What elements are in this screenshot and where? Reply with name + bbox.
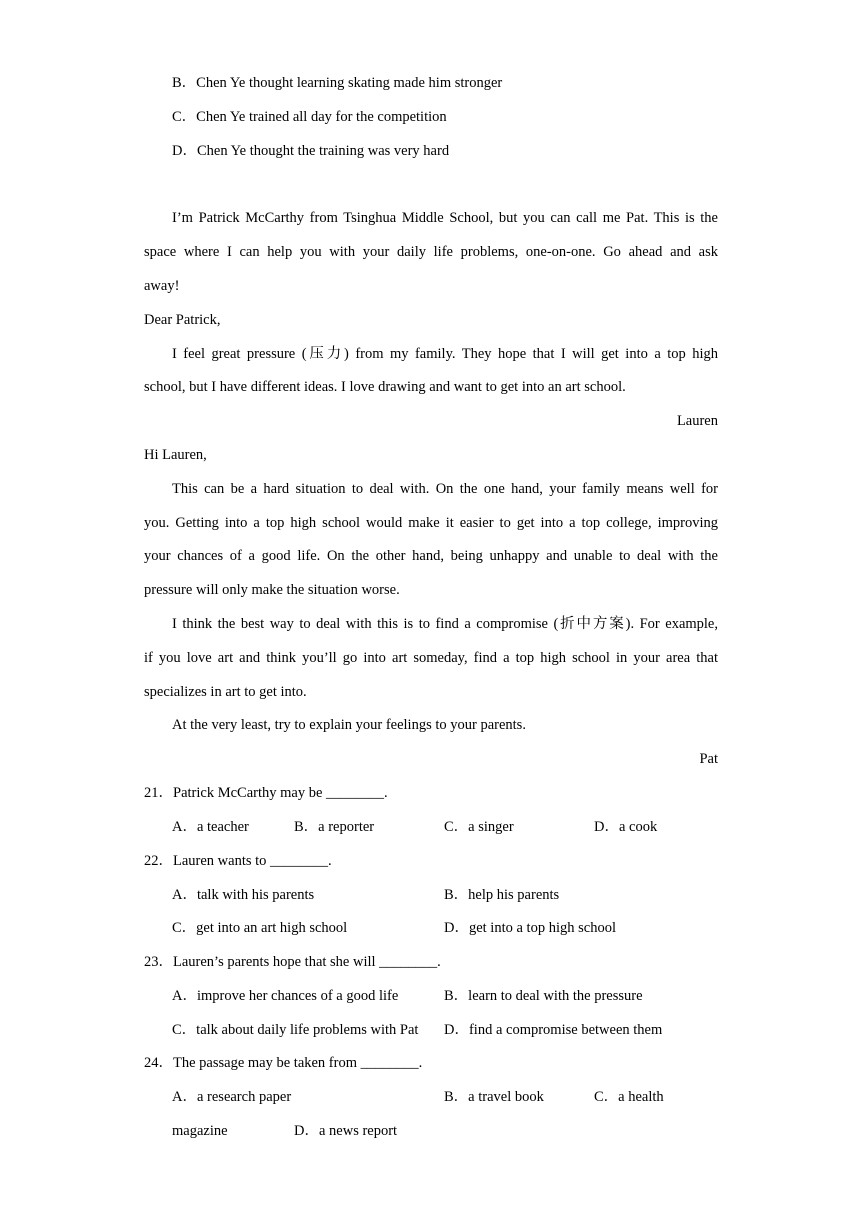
- letter-salutation: Dear Patrick,: [144, 312, 221, 328]
- prev-option-c: C．Chen Ye trained all day for the competition: [172, 109, 447, 125]
- letter-line: school, but I have different ideas. I love drawing and want to get into an art school.: [144, 379, 626, 395]
- intro-line: I’m Patrick McCarthy from Tsinghua Middle School, but you can call me Pat. This is the: [172, 210, 718, 226]
- question-stem: 23．Lauren’s parents hope that she will ________.: [144, 954, 441, 970]
- question-option: B．help his parents: [444, 887, 560, 903]
- prev-option-b: B．Chen Ye thought learning skating made him stronger: [172, 75, 503, 91]
- intro-line: space where I can help you with your daily life problems, one-on-one. Go ahead and ask: [144, 244, 718, 260]
- reply-line: your chances of a good life. On the other hand, being unhappy and unable to deal with the: [144, 548, 718, 564]
- reply-line: if you love art and think you’ll go into art someday, find a top high school in your area that: [144, 650, 718, 666]
- question-option: C．a singer: [444, 819, 514, 835]
- question-option: D．a news report: [294, 1123, 398, 1139]
- question-option: A．improve her chances of a good life: [172, 988, 399, 1004]
- reply-signature: Pat: [699, 751, 718, 767]
- reply-salutation: Hi Lauren,: [144, 447, 207, 463]
- question-option: A．talk with his parents: [172, 887, 315, 903]
- question-option: B．a travel book: [444, 1089, 544, 1105]
- reply-line: pressure will only make the situation worse.: [144, 582, 400, 598]
- question-option: D．get into a top high school: [444, 920, 616, 936]
- reply-line: This can be a hard situation to deal with. On the one hand, your family means well for: [172, 481, 718, 497]
- reply-line: At the very least, try to explain your feelings to your parents.: [172, 717, 526, 733]
- question-option: C．get into an art high school: [172, 920, 348, 936]
- question-option: magazine: [172, 1123, 228, 1139]
- intro-line: away!: [144, 278, 180, 294]
- letter-line: I feel great pressure (压力) from my family. They hope that I will get into a top high: [172, 346, 718, 362]
- prev-option-d: D．Chen Ye thought the training was very hard: [172, 143, 450, 159]
- question-option: C．a health: [594, 1089, 664, 1105]
- reply-line: specializes in art to get into.: [144, 684, 307, 700]
- question-option: A．a teacher: [172, 819, 249, 835]
- question-option: B．a reporter: [294, 819, 375, 835]
- question-option: D．a cook: [594, 819, 658, 835]
- reply-line: I think the best way to deal with this is to find a compromise (折中方案). For example,: [172, 616, 718, 632]
- question-option: A．a research paper: [172, 1089, 292, 1105]
- letter-signature: Lauren: [676, 413, 718, 429]
- question-option: C．talk about daily life problems with Pat: [172, 1022, 419, 1038]
- question-stem: 24．The passage may be taken from ________.: [144, 1055, 423, 1071]
- question-option: B．learn to deal with the pressure: [444, 988, 643, 1004]
- question-option: D．find a compromise between them: [444, 1022, 663, 1038]
- question-stem: 21．Patrick McCarthy may be ________.: [144, 785, 388, 801]
- question-stem: 22．Lauren wants to ________.: [144, 853, 332, 869]
- reply-line: you. Getting into a top high school would make it easier to get into a top college, improving: [144, 515, 718, 531]
